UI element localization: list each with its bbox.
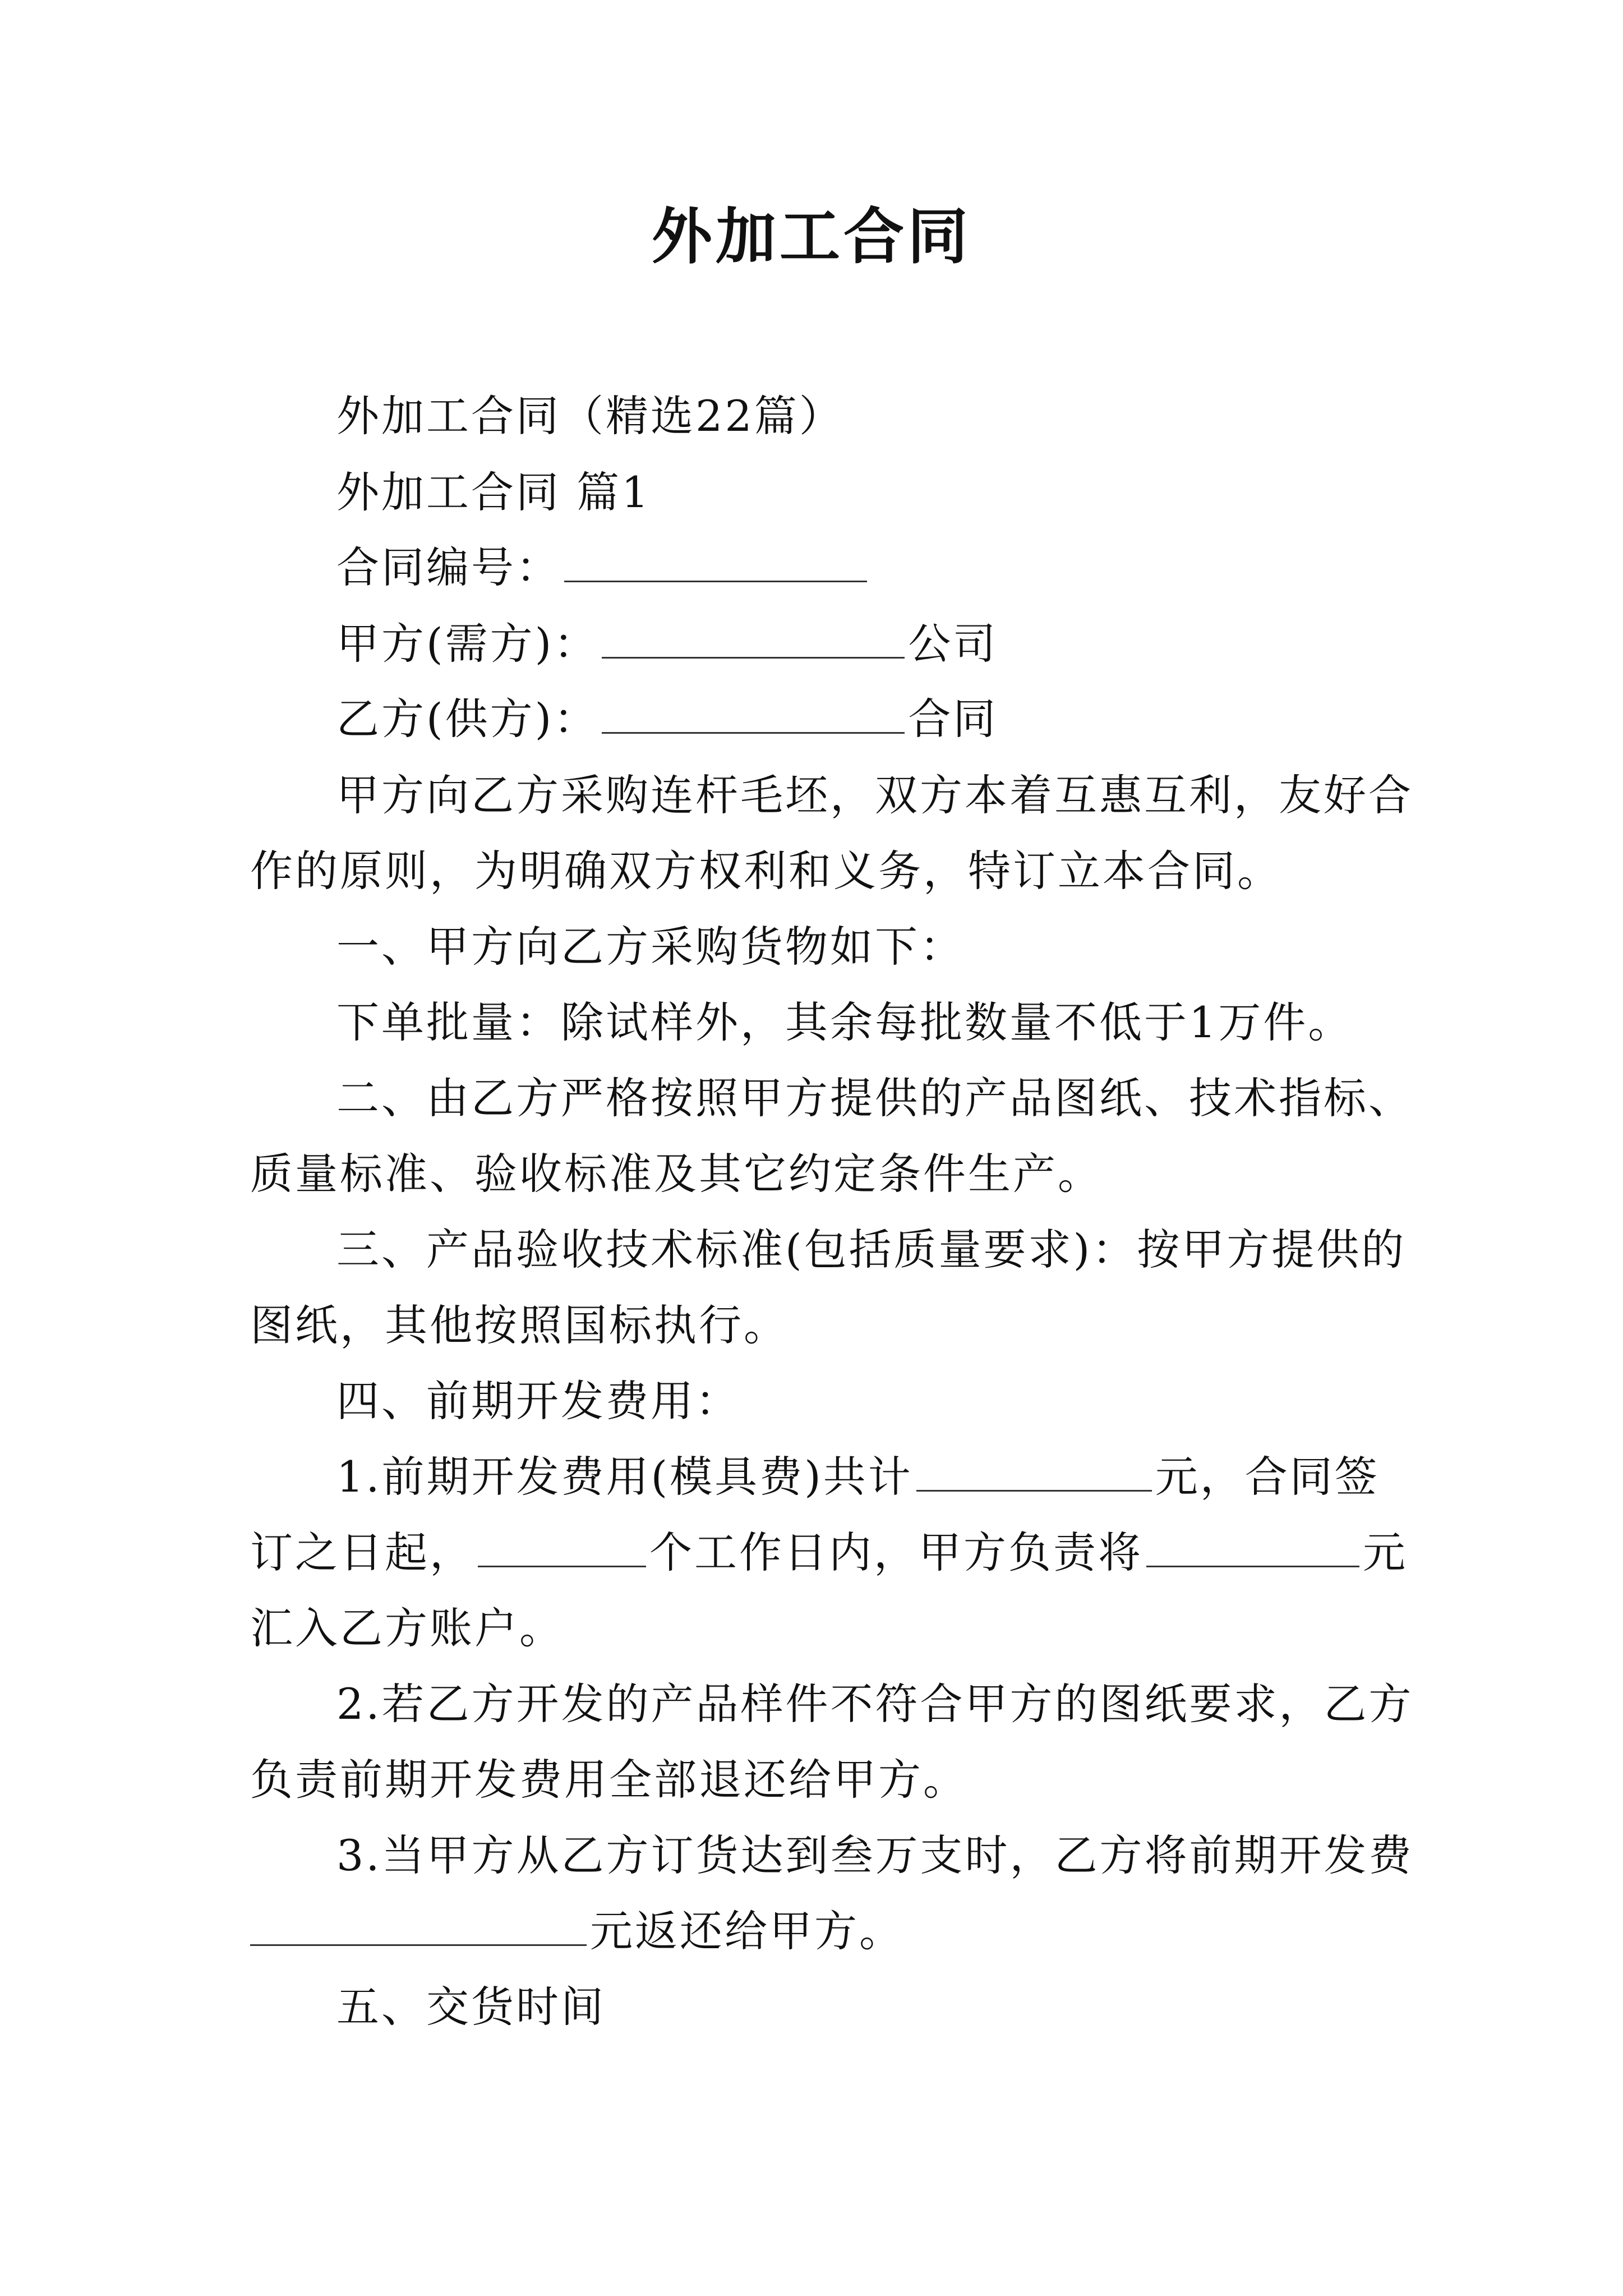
text: 3.当甲方从乙方订货达到叁万支时，乙方将前期开发费: [336, 1830, 1414, 1880]
text: 作的原则，为明确双方权利和义务，特订立本合同。: [250, 846, 1282, 896]
paragraph-line: [250, 1146, 1394, 1202]
text: 2.若乙方开发的产品样件不符合甲方的图纸要求，乙方: [336, 1679, 1414, 1729]
subtitle-line: [336, 388, 1402, 444]
paragraph-line: [336, 995, 1402, 1051]
document-title: 外加工合同: [651, 201, 971, 272]
paragraph-line: [250, 1297, 1394, 1354]
text: 三、产品验收技术标准(包括质量要求)：按甲方提供的: [336, 1225, 1407, 1274]
clause-heading: [336, 1373, 1402, 1429]
paragraph-line: [250, 1903, 1394, 1959]
text: 公司: [908, 619, 998, 669]
party-a-line: [336, 616, 1402, 672]
text: 二、由乙方严格按照甲方提供的产品图纸、技术指标、: [336, 1073, 1413, 1123]
payment-amount-blank: [1146, 1526, 1359, 1567]
refund-amount-blank: [250, 1905, 587, 1946]
section-heading: [336, 464, 1402, 521]
paragraph-line: [250, 1752, 1394, 1808]
contract-number-line: [336, 540, 1402, 596]
text: 1.前期开发费用(模具费)共计: [336, 1452, 913, 1502]
text: 质量标准、验收标准及其它约定条件生产。: [250, 1149, 1103, 1199]
text: 一、甲方向乙方采购货物如下：: [336, 922, 965, 972]
label: 乙方(供方)：: [336, 694, 599, 744]
paragraph-line: [336, 767, 1413, 823]
clause-heading: [336, 919, 1402, 975]
text: 四、前期开发费用：: [336, 1376, 740, 1426]
text: 元，合同签: [1155, 1452, 1380, 1502]
text: 订之日起，: [250, 1527, 474, 1577]
party-b-line: [336, 691, 1402, 747]
paragraph-line: [336, 1828, 1414, 1884]
paragraph-line: [336, 1449, 1402, 1505]
text: 下单批量：除试样外，其余每批数量不低于1万件。: [336, 997, 1353, 1047]
text: 五、交货时间: [336, 1982, 606, 2032]
text: 甲方向乙方采购连杆毛坯，双方本着互惠互利，友好合: [336, 770, 1413, 820]
text: 外加工合同 篇1: [336, 467, 651, 517]
label: 甲方(需方)：: [336, 619, 599, 669]
text: 元: [1363, 1527, 1408, 1577]
clause-heading: [336, 1979, 1402, 2035]
text: 图纸，其他按照国标执行。: [250, 1300, 789, 1350]
paragraph-line: [336, 1070, 1413, 1126]
paragraph-line: [250, 1525, 1408, 1581]
fee-amount-blank: [916, 1451, 1152, 1492]
text: 元返还给甲方。: [590, 1906, 904, 1956]
text: 合同: [908, 694, 998, 744]
workday-count-blank: [478, 1526, 646, 1567]
paragraph-line: [336, 1222, 1407, 1278]
contract-number-blank: [564, 541, 867, 582]
label: 合同编号：: [336, 542, 561, 592]
text: 负责前期开发费用全部退还给甲方。: [250, 1755, 968, 1805]
text: 个工作日内，甲方负责将: [649, 1527, 1143, 1577]
paragraph-line: [250, 843, 1394, 899]
party-b-blank: [602, 693, 905, 734]
party-a-blank: [602, 618, 905, 659]
paragraph-line: [336, 1676, 1414, 1732]
text: 外加工合同（精选22篇）: [336, 391, 844, 441]
text: 汇入乙方账户。: [250, 1603, 564, 1653]
paragraph-line: [250, 1600, 1394, 1657]
